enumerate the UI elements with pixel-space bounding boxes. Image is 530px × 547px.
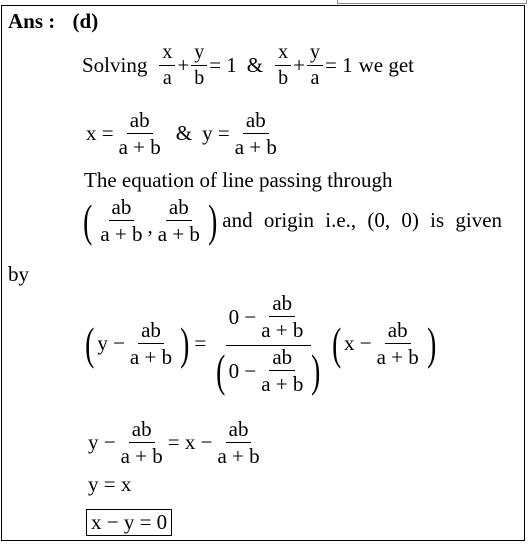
rhs-frac (374, 319, 422, 368)
rhs-open-paren: ( (331, 317, 341, 369)
eq1-den-a: a (162, 67, 172, 89)
slope-num-frac-den: a + b (261, 318, 304, 343)
step-num-2: ab (226, 418, 252, 443)
step-num-1: ab (129, 418, 155, 443)
eq2-plus: + (293, 53, 305, 77)
step-equation (88, 418, 265, 467)
lhs-y-minus: y − (97, 331, 125, 356)
step-eq-x-minus: = x − (167, 430, 213, 455)
point-den-1: a + b (100, 222, 143, 247)
by-text: by (8, 262, 29, 286)
point-den-2: a + b (157, 222, 200, 247)
final-answer-line (86, 509, 172, 536)
main-equation (82, 292, 439, 395)
solving-line (82, 42, 414, 89)
sentence-line-1: The equation of line passing through (84, 168, 393, 192)
eq1-den-b: b (194, 67, 205, 89)
sol-x-num: ab (127, 109, 153, 134)
slope-den-frac (258, 346, 306, 395)
eq2-num-x: x (275, 42, 291, 66)
slope-den-zero-minus: 0 − (228, 358, 257, 383)
eq1-frac-y (191, 42, 207, 89)
eq1-rhs: = 1 (209, 53, 237, 77)
answer-heading (8, 11, 98, 32)
lhs-close-paren: ) (180, 317, 190, 369)
rhs-num: ab (385, 319, 411, 344)
point-comma: , (147, 214, 153, 239)
ampersand: & (246, 53, 264, 77)
sol-y-lhs: y = (202, 121, 230, 146)
point-close-paren: ) (207, 194, 218, 246)
step-den-1: a + b (120, 444, 163, 469)
slope-den-frac-den: a + b (261, 372, 304, 397)
eq2-frac-x (275, 42, 291, 89)
solution-line (86, 109, 282, 158)
eq2-rhs: = 1 (324, 53, 353, 77)
point-frac-1 (97, 196, 145, 245)
ampersand-2: & (175, 121, 193, 146)
eq1-num-x: x (159, 42, 175, 66)
slope-denominator (210, 346, 326, 395)
slope-numerator (226, 292, 312, 346)
we-get-text: we get (358, 53, 414, 77)
step-frac-2 (214, 418, 262, 467)
slope-frac (210, 292, 326, 395)
step-frac-1 (118, 418, 166, 467)
slope-den-close-paren: ) (311, 344, 321, 396)
eq2-num-y: y (307, 42, 323, 66)
slope-den-frac-num: ab (269, 346, 295, 371)
top-edge-bar (337, 0, 527, 4)
rhs-x-minus: x − (344, 331, 372, 356)
slope-num-frac-num: ab (269, 292, 295, 317)
final-answer-box: x − y = 0 (86, 509, 172, 536)
point-frac-2 (155, 196, 203, 245)
sol-x-frac (116, 109, 164, 158)
answer-label: Ans : (8, 9, 56, 33)
slope-num-frac (258, 292, 306, 341)
main-equals: = (194, 331, 207, 356)
sol-x-lhs: x = (86, 121, 114, 146)
eq2-den-b: b (278, 67, 289, 89)
sol-x-den: a + b (118, 135, 161, 160)
lhs-open-paren: ( (85, 317, 95, 369)
point-num-2: ab (166, 196, 192, 221)
point-line (80, 196, 502, 245)
eq2-den-a: a (310, 67, 320, 89)
eq1-num-y: y (191, 42, 207, 66)
rhs-close-paren: ) (426, 317, 437, 369)
sol-y-num: ab (243, 109, 269, 134)
rhs-den: a + b (376, 345, 419, 370)
point-num-1: ab (109, 196, 135, 221)
lhs-den: a + b (129, 345, 173, 370)
step-y-minus: y − (88, 430, 116, 455)
eq1-frac-x (159, 42, 175, 89)
sol-y-frac (232, 109, 280, 158)
lhs-frac (127, 319, 175, 368)
lhs-num: ab (138, 319, 164, 344)
slope-num-zero-minus: 0 − (228, 304, 257, 329)
point-open-paren: ( (83, 194, 93, 246)
eq2-frac-y (307, 42, 323, 89)
slope-den-open-paren: ( (216, 344, 226, 396)
solving-word: Solving (82, 53, 148, 77)
answer-value: (d) (72, 9, 99, 33)
eq1-plus: + (177, 53, 190, 77)
step-den-2: a + b (217, 444, 260, 469)
sentence-line-2: and origin i.e., (0, 0) is given (222, 208, 503, 233)
sol-y-den: a + b (234, 135, 277, 160)
y-equals-x: y = x (88, 472, 132, 496)
